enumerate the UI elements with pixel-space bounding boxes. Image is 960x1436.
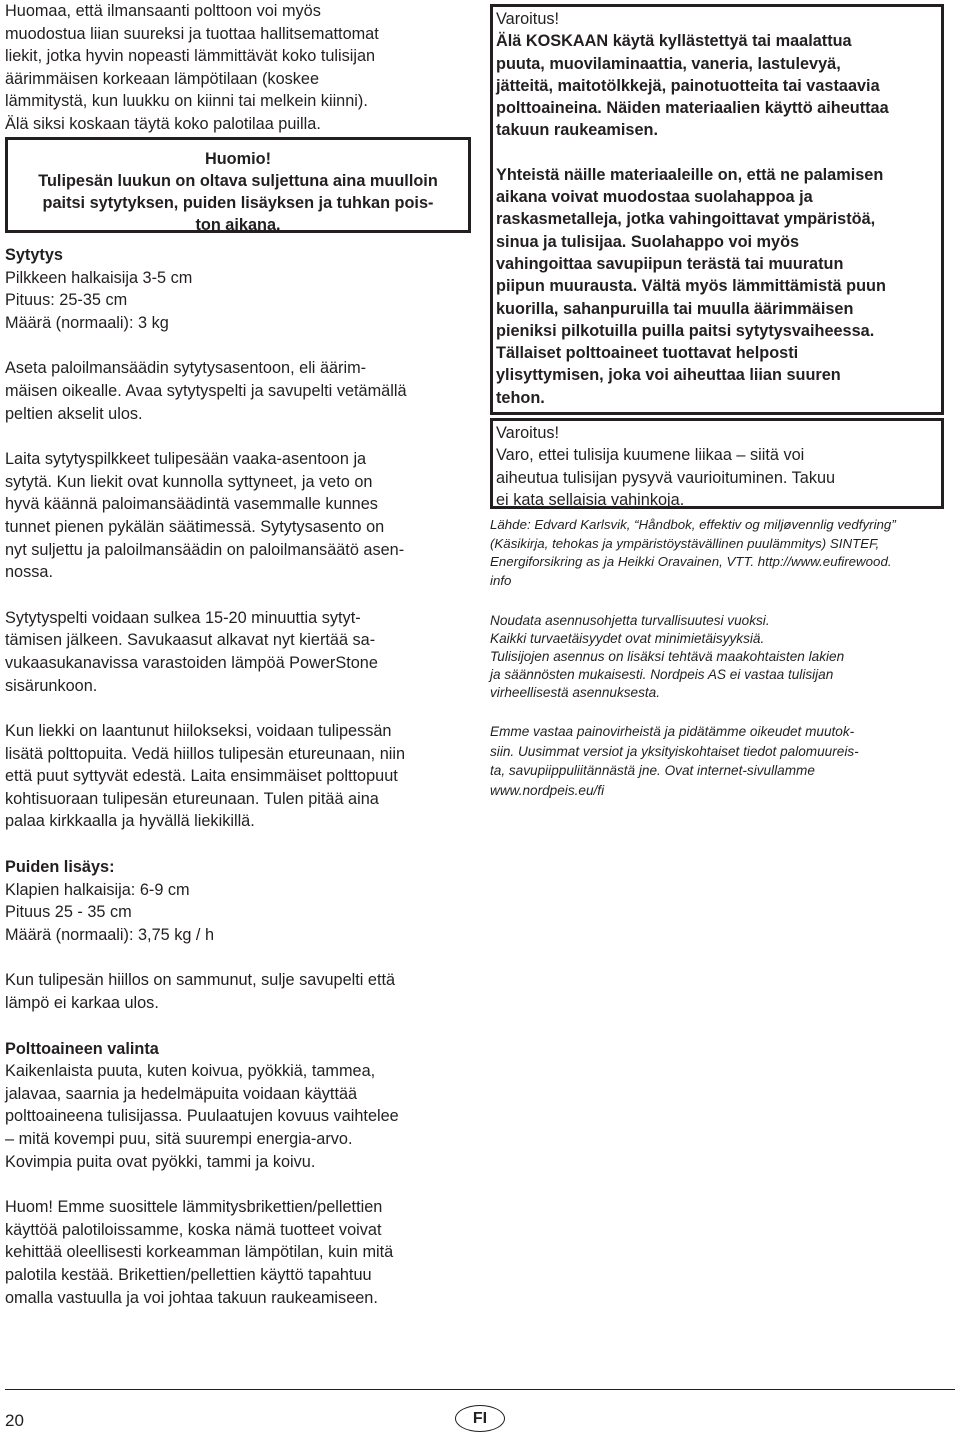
language-badge: FI [455, 1405, 505, 1432]
huomio-box [5, 137, 471, 233]
puiden-heading: Puiden lisäys: [5, 858, 115, 877]
intro-paragraph: Huomaa, että ilmansaanti polttoon voi myös muodostua liian suureksi ja tuottaa hallitsemattomat liekit, jotka hyvin nopeasti lämmittävät koko tulisijan äärimmäisen korkeaan lämpötilaan (koskee lämmitystä, kun luukku on kiinni tai melkein kiinni). Älä siksi koskaan täytä koko palotilaa puilla. [5, 2, 379, 133]
page-number: 20 [5, 1411, 24, 1430]
source-note: Lähde: Edvard Karlsvik, “Håndbok, effektiv og miljøvennlig vedfyring” (Käsikirja, tehokas ja ympäristöystävällinen puulämmitys) SINTEF, Energiforsikring as ja Heikki Oravainen, VTT. http://www.eufirewood. info [490, 517, 896, 588]
sytytys-paragraph-2: Laita sytytyspilkkeet tulipesään vaaka-asentoon ja sytytä. Kun liekit ovat kunnolla syttyneet, ja veto on hyvä käännä paloimansäädintä vasemmalle kunnes tunnet pienen pykälän säätimessä. Sytytysasento on nyt suljettu ja paloilmansäädin on paloilmansäätö asen- nossa. [5, 450, 405, 582]
polttoaine-heading: Polttoaineen valinta [5, 1039, 159, 1058]
sytytys-paragraph-1: Aseta paloilmansäädin sytytysasentoon, eli äärim- mäisen oikealle. Avaa sytytyspelti ja savupelti vetämällä peltien akselit ulos. [5, 359, 407, 423]
sytytys-paragraph-3: Sytytyspelti voidaan sulkea 15-20 minuuttia sytyt- tämisen jälkeen. Savukaasut alkavat nyt kiertää sa- vukaasukanavissa varastoiden lämpöä PowerStone sisärunkoon. [5, 608, 378, 695]
sammunut-paragraph: Kun tulipesän hiillos on sammunut, sulje savupelti että lämpö ei karkaa ulos. [5, 971, 396, 1013]
right-notes [490, 516, 960, 800]
warning-materials-text: Älä KOSKAAN käytä kyllästettyä tai maalattua puuta, muovilaminaattia, vaneria, lastulevyä, jätteitä, maitotölkkejä, painotuotteita tai vastaavia polttoaineina. Näiden materiaalien käyttö aiheuttaa takuun raukeamisen. [496, 32, 889, 140]
warning-label-2: Varoitus! [496, 424, 560, 442]
installation-note: Noudata asennusohjetta turvallisuutesi vuoksi. Kaikki turvaetäisyydet ovat minimietäisyyksiä. Tulisijojen asennus on lisäksi tehtävä maakohtaisten lakien ja säännösten mukaisesti. Nordpeis AS ei vastaa tulisijan virheellisestä asennuksesta. [490, 613, 845, 700]
sytytys-heading: Sytytys [5, 246, 63, 264]
huomio-text: Tulipesän luukun on oltava suljettuna aina muulloin paitsi sytytyksen, puiden lisäyksen ja tuhkan pois- ton aikana. [38, 172, 438, 234]
huomio-title: Huomio! [204, 150, 271, 168]
warning-overheat-text: Varo, ettei tulisija kuumene liikaa – siitä voi aiheutua tulisijan pysyvä vaurioituminen. Takuu ei kata sellaisia vahinkoja. [496, 446, 836, 509]
footer-divider [5, 1389, 955, 1390]
polttoaine-text: Kaikenlaista puuta, kuten koivua, pyökkiä, tammea, jalavaa, saarnia ja hedelmäpuita voidaan käyttää polttoaineena tulisijassa. Puulaatujen kovuus vaihtelee – mitä kovempi puu, sitä suurempi energia-arvo. Kovimpia puita ovat pyökki, tammi ja koivu. [5, 1062, 399, 1171]
warning-label: Varoitus! [496, 10, 560, 28]
left-column-body [5, 244, 473, 1309]
huom-paragraph: Huom! Emme suosittele lämmitysbrikettien/pellettien käyttöä palotiloissamme, koska nämä tuotteet voivat kehittää oleellisesti korkeamman lämpötilan, kuin mitä palotila kestää. Brikettien/pellettien käyttö tapahtuu omalla vastuulla ja voi johtaa takuun raukeamiseen. [5, 1198, 394, 1307]
puiden-specs: Klapien halkaisija: 6-9 cm Pituus 25 - 35 cm Määrä (normaali): 3,75 kg / h [5, 880, 215, 944]
sytytys-specs: Pilkkeen halkaisija 3-5 cm Pituus: 25-35 cm Määrä (normaali): 3 kg [5, 268, 193, 332]
warning-box-materials [490, 4, 944, 415]
disclaimer-note: Emme vastaa painovirheistä ja pidätämme oikeudet muutok- siin. Uusimmat versiot ja yksityiskohtaiset tiedot palomuureis- ta, savupiippuliitännästä jne. Ovat internet-sivullamme www.nordpeis.eu/fi [490, 724, 859, 798]
warning-materials-reason: Yhteistä näille materiaaleille on, että ne palamisen aikana voivat muodostaa suolahappoa ja raskasmetalleja, jotka vahingoittavat ympäristöä, sinua ja tulisijaa. Suolahappo voi myös vahingoittaa savupiipun terästä tai muuratun piipun muurausta. Vältä myös lämmittämistä puun kuorilla, sahanpuruilla tai muulla äärimmäisen pieniksi pilkotuilla puilla paitsi sytytysvaiheessa. Tällaiset polttoaineet tuottavat helposti ylisyttymisen, joka voi aiheuttaa liian suuren tehon. [496, 165, 886, 407]
warning-box-overheat [490, 418, 944, 509]
sytytys-paragraph-4: Kun liekki on laantunut hiilokseksi, voidaan tulipessän lisätä polttopuita. Vedä hiillos tulipesän etureunaan, niin että puut syttyvät edestä. Laita ensimmäiset polttopuut kohtisuoraan tulipesän etureunaan. Tulen pitää aina palaa kirkkaalla ja hyvällä liekikillä. [5, 722, 406, 831]
